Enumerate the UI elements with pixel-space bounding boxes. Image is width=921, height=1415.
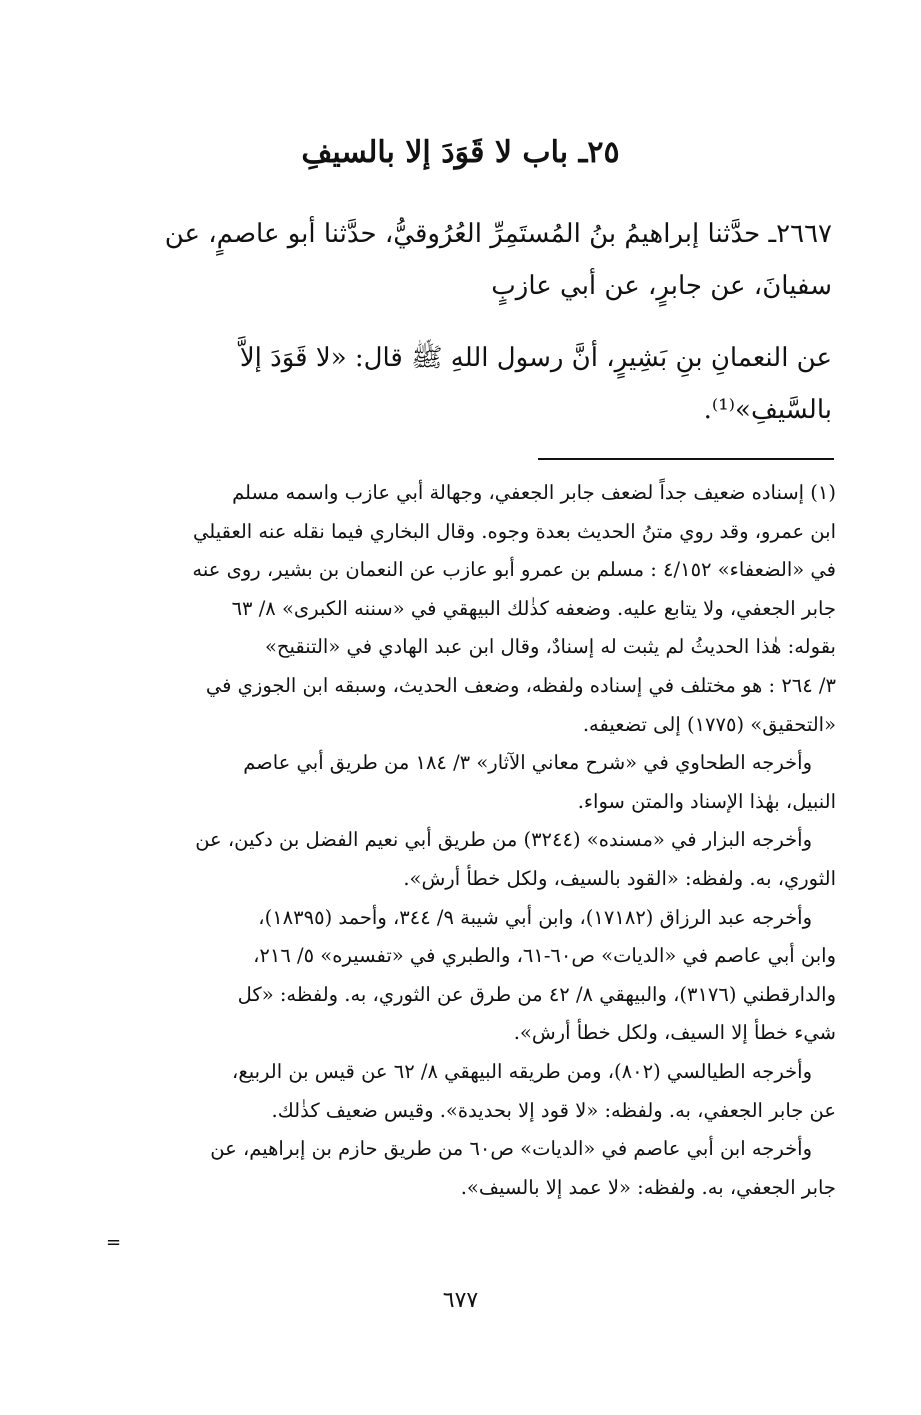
- footnote-line: وأخرجه ابن أبي عاصم في «الديات» ص٦٠ من طريق حازم بن إبراهيم، عن: [210, 1137, 812, 1161]
- chapter-heading: ٢٥ـ باب لا قَوَدَ إلا بالسيفِ: [301, 135, 620, 170]
- footnotes: [120, 474, 836, 1207]
- footnote-line: في «الضعفاء» ٤/١٥٢ : مسلم بن عمرو أبو عازب عن النعمان بن بشير، روى عنه: [192, 558, 836, 582]
- isnad-line: سفيانَ، عن جابرٍ، عن أبي عازبٍ: [491, 271, 832, 301]
- footnote-line: جابر الجعفي، ولا يتابع عليه. وضعفه كذٰلك البيهقي في «سننه الكبرى» ٨/ ٦٣: [231, 596, 836, 620]
- footnote-line: وابن أبي عاصم في «الديات» ص٦٠-٦١، والطبري في «تفسيره» ٥/ ٢١٦،: [253, 944, 836, 968]
- footnote-line: والدارقطني (٣١٧٦)، والبيهقي ٨/ ٤٢ من طرق عن الثوري، به. ولفظه: «كل: [237, 982, 836, 1006]
- isnad-line: ٢٦٦٧ـ حدَّثنا إبراهيمُ بنُ المُستَمِرِّ العُرُوقيُّ، حدَّثنا أبو عاصمٍ، عن: [164, 219, 832, 249]
- footnote-line: عن جابر الجعفي، به. ولفظه: «لا قود إلا بحديدة». وقيس ضعيف كذٰلك.: [271, 1098, 836, 1122]
- matn-line: بالسَّيفِ»⁽¹⁾.: [703, 395, 832, 425]
- page-number: ٦٧٧: [442, 1288, 479, 1313]
- footnote-line: وأخرجه الطحاوي في «شرح معاني الآثار» ٣/ ١٨٤ من طريق أبي عاصم: [243, 751, 812, 775]
- hadith-matn: [122, 332, 832, 436]
- footnote-line: شيء خطأ إلا السيف، ولكل خطأ أرش».: [513, 1021, 836, 1045]
- footnote-line: (١) إسناده ضعيف جداً لضعف جابر الجعفي، وجهالة أبي عازب واسمه مسلم: [232, 481, 836, 504]
- hadith-isnad: [122, 208, 832, 312]
- footnote-line: وأخرجه عبد الرزاق (١٧١٨٢)، وابن أبي شيبة ٩/ ٣٤٤، وأحمد (١٨٣٩٥)،: [258, 905, 812, 929]
- footnote-line: وأخرجه البزار في «مسنده» (٣٢٤٤) من طريق أبي نعيم الفضل بن دكين، عن: [195, 828, 812, 852]
- footnote-line: ٣/ ٢٦٤ : هو مختلف في إسناده ولفظه، وضعف الحديث، وسبقه ابن الجوزي في: [205, 673, 836, 697]
- footnote-line: النبيل، بهٰذا الإسناد والمتن سواء.: [577, 789, 836, 813]
- footnote-line: ابن عمرو، وقد روي متنُ الحديث بعدة وجوه. وقال البخاري فيما نقله عنه العقيلي: [192, 519, 836, 543]
- footnote-line: وأخرجه الطيالسي (٨٠٢)، ومن طريقه البيهقي ٨/ ٦٢ عن قيس بن الربيع،: [232, 1059, 812, 1083]
- continued-mark: =: [106, 1232, 122, 1253]
- matn-line: عن النعمانِ بنِ بَشِيرٍ، أنَّ رسول اللهِ ﷺ قال: «لا قَوَدَ إلاَّ: [239, 343, 832, 373]
- footnote-line: «التحقيق» (١٧٧٥) إلى تضعيفه.: [582, 712, 836, 736]
- footnote-line: بقوله: هٰذا الحديثُ لم يثبت له إسنادٌ، وقال ابن عبد الهادي في «التنقيح»: [264, 635, 836, 659]
- footnote-line: جابر الجعفي، به. ولفظه: «لا عمد إلا بالسيف».: [460, 1175, 836, 1199]
- footnote-line: الثوري، به. ولفظه: «القود بالسيف، ولكل خطأ أرش».: [403, 866, 836, 890]
- footnote-divider: [538, 458, 834, 460]
